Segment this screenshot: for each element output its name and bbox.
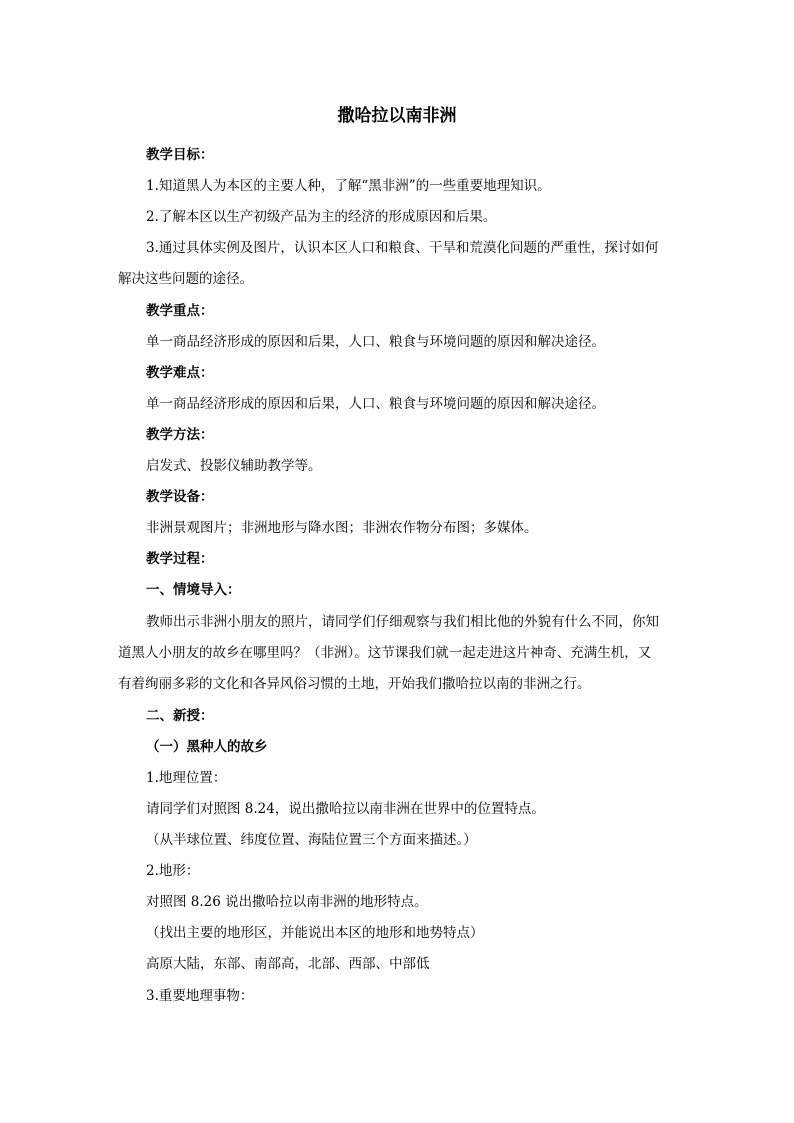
intro-line-3: 有着绚丽多彩的文化和各异风俗习惯的土地，开始我们撒哈拉以南的非洲之行。	[118, 676, 591, 692]
features-heading: 3.重要地理事物：	[146, 988, 254, 1004]
location-note: （从半球位置、纬度位置、海陆位置三个方面来描述。）	[146, 832, 477, 848]
objectives-heading: 教学目标：	[146, 147, 214, 163]
terrain-note: （找出主要的地形区，并能说出本区的地形和地势特点）	[146, 925, 484, 941]
terrain-text: 对照图 8.26 说出撒哈拉以南非洲的地形特点。	[146, 894, 428, 910]
equipment-heading: 教学设备：	[146, 489, 214, 505]
key-points-heading: 教学重点：	[146, 303, 214, 319]
terrain-heading: 2.地形：	[146, 863, 200, 879]
new-lesson-heading: 二、新授：	[146, 708, 214, 724]
terrain-answer: 高原大陆，东部、南部高，北部、西部、中部低	[146, 956, 430, 972]
key-points-text: 单一商品经济形成的原因和后果，人口、粮食与环境问题的原因和解决途径。	[146, 334, 605, 350]
objective-1: 1.知道黑人为本区的主要人种，了解“黑非洲”的一些重要地理知识。	[146, 178, 551, 194]
location-heading: 1.地理位置：	[146, 770, 227, 786]
equipment-text: 非洲景观图片；非洲地形与降水图；非洲农作物分布图；多媒体。	[146, 520, 538, 536]
intro-heading: 一、情境导入：	[146, 582, 241, 598]
difficulties-heading: 教学难点：	[146, 365, 214, 381]
section-1-heading: （一）黑种人的故乡	[146, 739, 268, 755]
methods-text: 启发式、投影仪辅助教学等。	[146, 458, 322, 474]
location-text: 请同学们对照图 8.24，说出撒哈拉以南非洲在世界中的位置特点。	[146, 801, 545, 817]
objective-2: 2.了解本区以生产初级产品为主的经济的形成原因和后果。	[146, 209, 497, 225]
intro-line-1: 教师出示非洲小朋友的照片，请同学们仔细观察与我们相比他的外貌有什么不同，你知	[146, 614, 659, 630]
objective-3-line-2: 解决这些问题的途径。	[118, 271, 253, 287]
difficulties-text: 单一商品经济形成的原因和后果，人口、粮食与环境问题的原因和解决途径。	[146, 396, 605, 412]
intro-line-2: 道黑人小朋友的故乡在哪里吗？（非洲）。这节课我们就一起走进这片神奇、充满生机，又	[118, 645, 652, 661]
methods-heading: 教学方法：	[146, 427, 214, 443]
document-title: 撒哈拉以南非洲	[337, 106, 457, 126]
objective-3-line-1: 3.通过具体实例及图片，认识本区人口和粮食、干旱和荒漠化问题的严重性，探讨如何	[146, 240, 659, 256]
process-heading: 教学过程：	[146, 551, 214, 567]
